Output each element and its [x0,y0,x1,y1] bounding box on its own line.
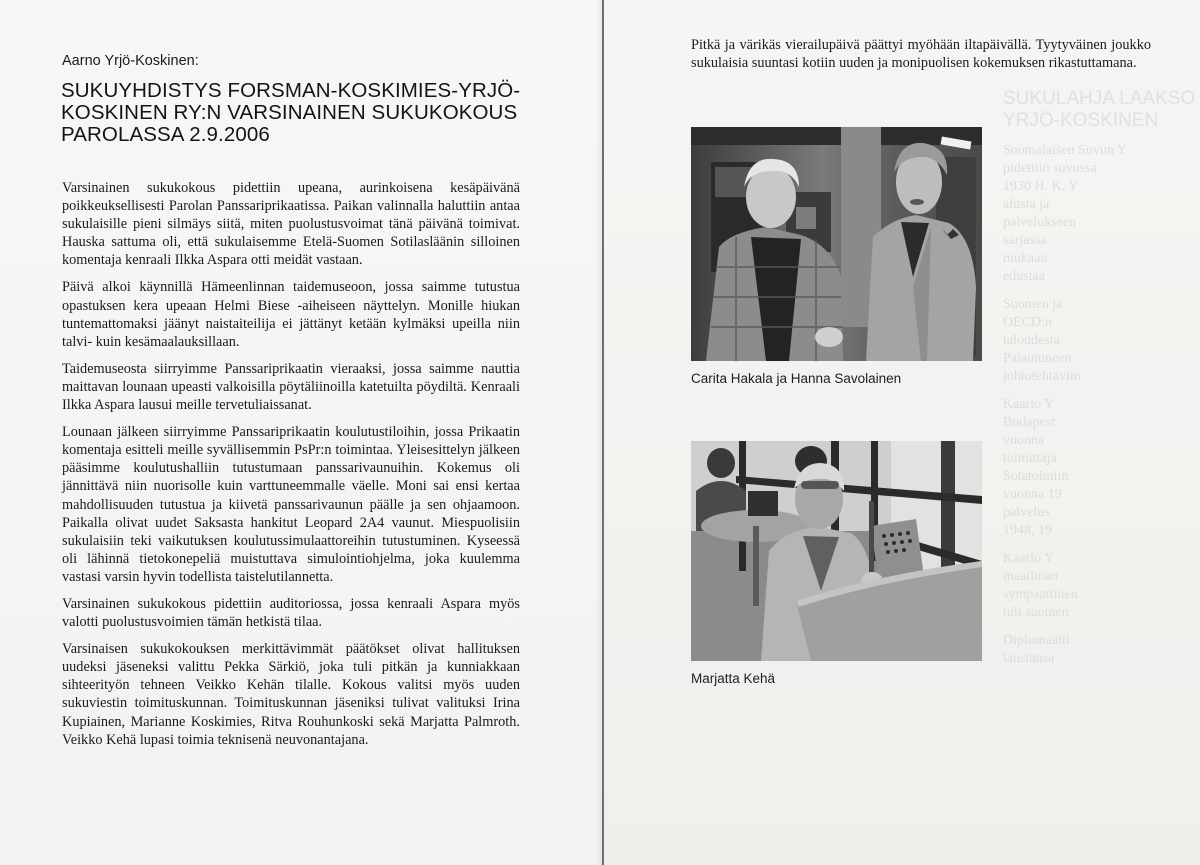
photo-two-women [691,127,982,361]
headline-line: KOSKINEN RY:N VARSINAINEN SUKUKOKOUS [61,101,518,124]
headline-line: PAROLASSA 2.9.2006 [61,123,270,146]
photo-image [691,441,982,661]
photo-caption: Carita Hakala ja Hanna Savolainen [691,371,902,386]
article-paragraph: Varsinaisen sukukokouksen merkittävimmät päätökset olivat hallituksen uudeksi jäseneksi valittu Pekka Särkiö, joka tuli pitkän ja kunniakkaan sihteerityön tehneen Veikko Kehän tilalle. Kokous valitsi myös uuden sukuviestin toimituskunnan. Toimituskunnan jäseniksi tulivat valituksi Irina Kupiainen, Marianne Koskimies, Ritva Rouhunkoski sekä Marjatta Palmroth. Veikko Kehä lupasi toimia teknisenä neuvonantajana. [62,641,520,748]
photo-figure [691,127,982,386]
article-author: Aarno Yrjö-Koskinen: [62,53,199,69]
headline-line: SUKUYHDISTYS FORSMAN-KOSKIMIES-YRJÖ- [61,79,521,102]
photo-figure [691,441,982,686]
article-paragraph: Päivä alkoi käynnillä Hämeenlinnan taidemuseoon, jossa saimme tutustua opastuksen kera upeaan Helmi Biese -aiheiseen näyttelyn. Monille hiukan tuntemattomaksi jäänyt naistaiteilija ei jättänyt ketään kylmäksi upeilla niin talvi- kuin kesämaalauksillaan. [62,279,520,350]
article-body [62,179,520,758]
photo-image [691,127,982,361]
article-paragraph: Varsinainen sukukokous pidettiin auditoriossa, jossa kenraali Aspara myös valotti puolustusvoimien tämän hetkistä tilaa. [62,595,520,631]
article-paragraph: Varsinainen sukukokous pidettiin upeana, aurinkoisena kesäpäivänä poikkeuksellisesti Parolan Panssariprikaatissa. Paikan valinnalla haluttiin antaa sukulaisille pieni silmäys siitä, miten puolustusvoimat tänä päivänä toimivat. Hauska sattuma oli, että sukulaisemme Etelä-Suomen Sotilasläänin silloinen komentaja kenraali Ilkka Aspara otti meidät vastaan. [62,180,520,269]
closing-paragraph: Pitkä ja värikäs vierailupäivä päättyi myöhään iltapäivällä. Tyytyväinen joukko sukulaisia suuntasi kotiin uuden ja monipuolisen kokemuksen rikastuttamana. [691,37,1151,71]
photo-caption: Marjatta Kehä [691,671,776,686]
article-paragraph: Taidemuseosta siirryimme Panssariprikaatin vieraaksi, jossa saimme nauttia maittavan lounaan upeasti valkoisilla pöytäliinoilla katetuilta pöydiltä. Kenraali Ilkka Aspara lausui meille tervetuliaissanat. [62,360,520,414]
article-headline [61,80,551,146]
article-paragraph: Lounaan jälkeen siirryimme Panssariprikaatin koulutustiloihin, jossa Prikaatin komentaja esitteli meille syvällisemmin PsPr:n toimintaa. Yleisesittelyn jälkeen pääsimme koulutushalliin tutustumaan panssarivaunuihin. Kokemus oli jännittävä niin nuorisolle kuin varttuneemmalle väelle. Moni sai ensi kertaa mahdollisuuden tutustua ja kiivetä panssarivaunun päälle ja sen ohjaamoon. Paikalla olivat uudet Saksasta hankitut Leopard 2A4 vaunut. Miespuolisiin sukulaisiin teki vaikutuksen koulutussimulaattoreihin tutustuminen. Kyseessä oli lähinnä tietokonepeliä muistuttava simulointiohjelma, joka kuulemma vastasi varsin hyvin todellista taistelutilannetta. [62,424,520,585]
photo-woman-at-table [691,441,982,661]
bleed-through-text: SUKULAHJA LAAKSO YRJÖ-KOSKINEN Suomalaisen Suvun Y pidettiin suvussa 1930 H. K. Y alusta ja palvelukseen sarjassa mukaan edustaa Suomen ja OECD:n taloudesta Palautuneen johtotehtäviin Kaarlo Y Budapest vuonna toimittaja Sotatoimiin vuonna 19 palvelus 1948, 19 Kaarlo Y maailman sympaattinen tuli suomen Diplomaatti taustansa [1003,88,1196,666]
